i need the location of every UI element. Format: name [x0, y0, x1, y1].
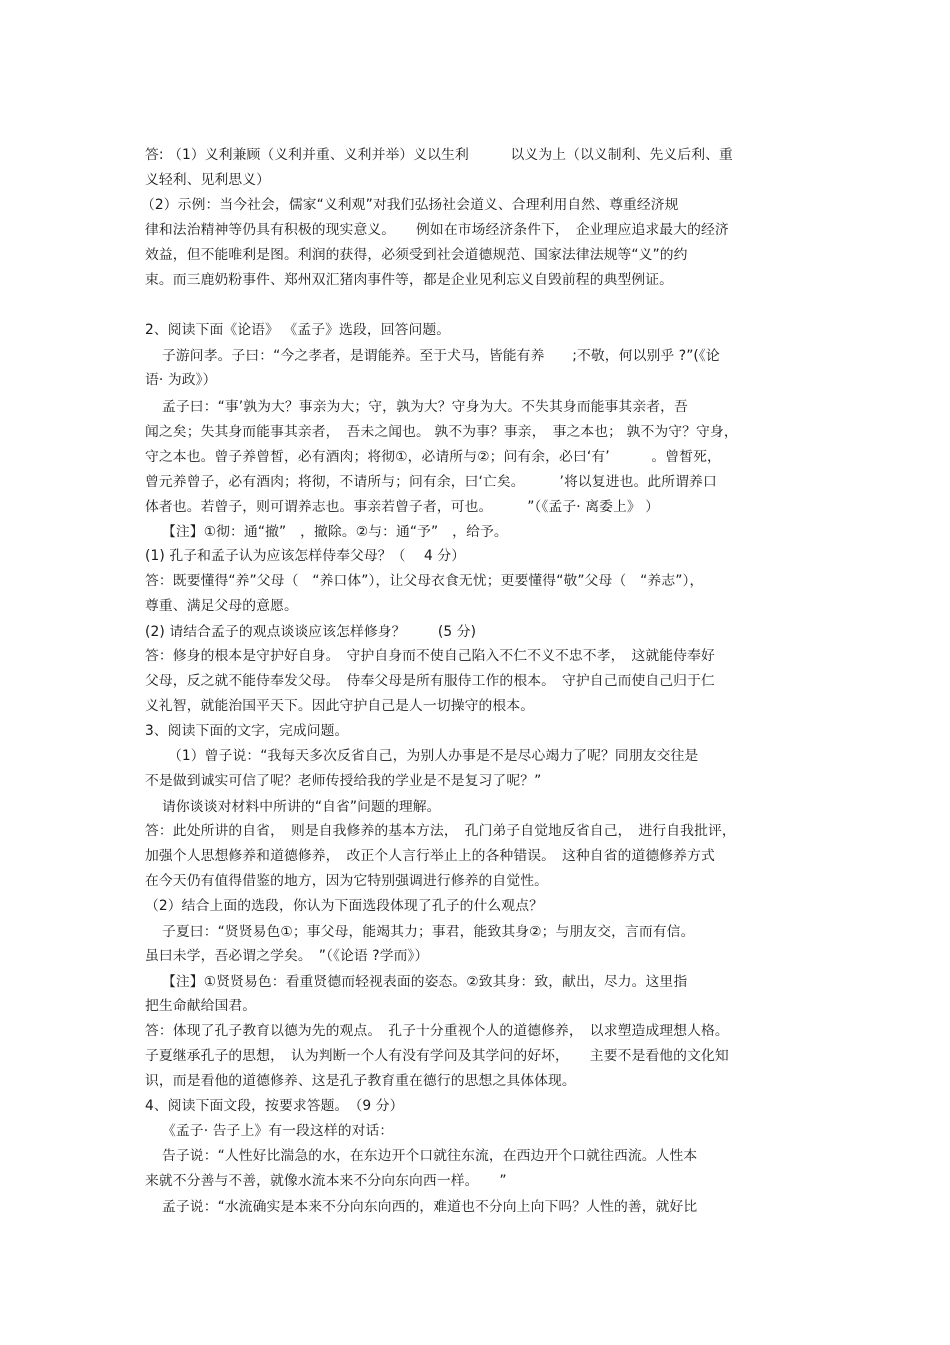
question-heading: 3、阅读下面的文字，完成问题。: [145, 723, 349, 739]
note-line: 【注】①彻：通“撤” ，撤除。②与：通“予” ，给予。: [162, 524, 508, 540]
passage-line: 虽曰未学，吾必谓之学矣。 ”（《论语 ?学而》）: [145, 948, 429, 964]
sub-question: 请你谈谈对材料中所讲的“自省”问题的理解。: [162, 799, 441, 815]
passage-line: 曾元养曾子，必有酒肉；将彻，不请所与；问有余，曰‘亡矣。 ’将以复进也。此所谓养口: [145, 474, 717, 490]
answer-line: 子夏继承孔子的思想， 认为判断一个人有没有学问及其学问的好坏， 主要不是看他的文化知: [145, 1048, 729, 1064]
answer-line: 答：体现了孔子教育以德为先的观点。 孔子十分重视个人的道德修养， 以求塑造成理想人格。: [145, 1023, 729, 1039]
passage-line: 告子说：“人性好比湍急的水，在东边开个口就往东流，在西边开个口就往西流。人性本: [162, 1148, 698, 1164]
answer-line: 答：此处所讲的自省， 则是自我修养的基本方法， 孔门弟子自觉地反省自己， 进行自我批评，: [145, 823, 736, 839]
passage-line: 孟子说：“水流确实是本来不分向东向西的，难道也不分向上向下吗？人性的善，就好比: [162, 1199, 698, 1215]
question-heading: 2、阅读下面《论语》 《孟子》选段，回答问题。: [145, 322, 451, 338]
answer-line: 答：既要懂得“养”父母（ “养口体”），让父母衣食无忧；更要懂得“敬”父母（ “养志”），: [145, 573, 704, 589]
passage-line: 语· 为政》）: [145, 372, 217, 388]
answer-line: 律和法治精神等仍具有积极的现实意义。 例如在市场经济条件下， 企业理应追求最大的经济: [145, 222, 729, 238]
passage-line: 子夏曰：“贤贤易色①；事父母，能竭其力；事君，能致其身②；与朋友交，言而有信。: [162, 924, 695, 940]
passage-line: 守之本也。曾子养曾皙，必有酒肉；将彻①，必请所与②；问有余，必曰‘有’ 。曾皙死，: [145, 449, 721, 465]
answer-line: 义轻利、见利思义）: [145, 172, 271, 188]
sub-question: (1) 孔子和孟子认为应该怎样侍奉父母？（ 4 分）: [145, 548, 466, 564]
question-heading: 4、阅读下面文段，按要求答题。 （9 分）: [145, 1098, 404, 1114]
passage-line: 体者也。若曾子，则可谓养志也。事亲若曾子者，可也。 ”（《孟子· 离委上》 ）: [145, 499, 660, 515]
passage-line: 子游问孝。子曰：“今之孝者，是谓能养。至于犬马，皆能有养 ;不敬，何以别乎 ?”(《论: [162, 348, 720, 364]
note-line: 【注】①贤贤易色：看重贤德而轻视表面的姿态。②致其身：致，献出，尽力。这里指: [162, 974, 688, 990]
answer-line: 父母，反之就不能侍奉发父母。 侍奉父母是所有服侍工作的根本。 守护自己而使自己归于仁: [145, 673, 715, 689]
answer-line: 束。而三鹿奶粉事件、郑州双汇猪肉事件等，都是企业见利忘义自毁前程的典型例证。: [145, 272, 674, 288]
sub-question: （2）结合上面的选段，你认为下面选段体现了孔子的什么观点？: [145, 898, 543, 914]
passage-line: 不是做到诚实可信了呢？老师传授给我的学业是不是复习了呢？”: [145, 773, 542, 789]
passage-line: 孟子曰：“事’孰为大？事亲为大；守，孰为大？守身为大。不失其身而能事其亲者，吾: [162, 399, 688, 415]
answer-line: 答：修身的根本是守护好自身。 守护自身而不使自己陷入不仁不义不忠不孝， 这就能侍奉好: [145, 648, 715, 664]
passage-line: 闻之矣；失其身而能事其亲者， 吾未之闻也。 孰不为事？事亲， 事之本也； 孰不为守？守身，: [145, 424, 738, 440]
sub-question: (2) 请结合孟子的观点谈谈应该怎样修身？ (5 分): [145, 624, 477, 640]
passage-line: （1）曾子说：“我每天多次反省自己，为别人办事是不是尽心竭力了呢？同朋友交往是: [168, 748, 699, 764]
answer-line: 加强个人思想修养和道德修养， 改正个人言行举止上的各种错误。 这种自省的道德修养方式: [145, 848, 715, 864]
passage-line: 《孟子· 告子上》有一段这样的对话：: [162, 1123, 394, 1139]
note-line: 把生命献给国君。: [145, 998, 257, 1014]
answer-line: 在今天仍有值得借鉴的地方，因为它特别强调进行修养的自觉性。: [145, 873, 549, 889]
answer-line: 效益，但不能唯利是图。利润的获得，必须受到社会道德规范、国家法律法规等“义”的约: [145, 247, 688, 263]
answer-line: 答: （1）义利兼顾（义利并重、义利并举）义以生利 以义为上（以义制利、先义后利、重: [145, 147, 733, 163]
answer-line: 义礼智，就能治国平天下。因此守护自己是人一切操守的根本。: [145, 698, 535, 714]
answer-line: 尊重、满足父母的意愿。: [145, 598, 298, 614]
answer-line: （2）示例：当今社会，儒家“义利观”对我们弘扬社会道义、合理利用自然、尊重经济规: [141, 197, 679, 213]
answer-line: 识，而是看他的道德修养、这是孔子教育重在德行的思想之具体体现。: [145, 1073, 576, 1089]
passage-line: 来就不分善与不善，就像水流本来不分向东向西一样。 ”: [145, 1173, 507, 1189]
